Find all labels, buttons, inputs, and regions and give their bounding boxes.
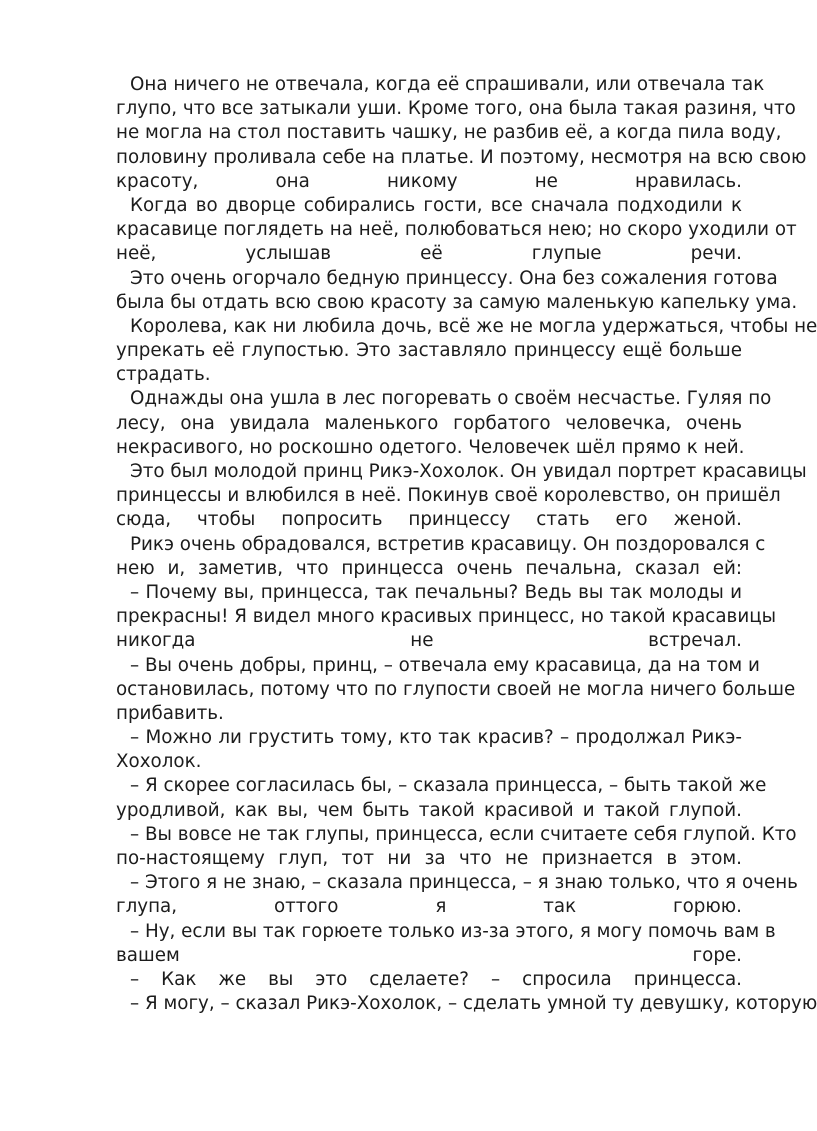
text-line: красоту, она никому не нравилась. xyxy=(116,170,742,192)
text-line: глупо, что все затыкали уши. Кроме того, она была такая разиня, что xyxy=(116,98,796,120)
text-line: половину проливала себе на платье. И поэтому, несмотря на всю свою xyxy=(116,146,807,168)
text-line: по-настоящему глуп, тот ни за что не признается в этом. xyxy=(116,848,742,869)
text-line: уродливой, как вы, чем быть такой красивой и такой глупой. xyxy=(116,799,742,821)
text-line: Когда во дворце собирались гости, все сначала подходили к xyxy=(130,194,742,216)
text-line: Она ничего не отвечала, когда её спрашивали, или отвечала так xyxy=(130,74,765,95)
text-line: Хохолок. xyxy=(116,751,202,773)
text-line: нею и, заметив, что принцесса очень печальна, сказал ей: xyxy=(116,557,742,579)
text-line: вашем горе. xyxy=(116,944,742,966)
text-line: – Я могу, – сказал Рикэ-Хохолок, – сделать умной ту девушку, которую xyxy=(130,993,817,1015)
text-line: никогда не встречал. xyxy=(116,630,742,652)
text-line: Это был молодой принц Рикэ-Хохолок. Он увидал портрет красавицы xyxy=(130,461,807,482)
text-line: – Почему вы, принцесса, так печальны? Ведь вы так молоды и xyxy=(130,581,742,603)
text-line: – Как же вы это сделаете? – спросила принцесса. xyxy=(130,968,742,990)
text-line: – Вы вовсе не так глупы, принцесса, если считаете себя глупой. Кто xyxy=(130,823,797,845)
text-line: – Этого я не знаю, – сказала принцесса, – я знаю только, что я очень xyxy=(130,872,798,894)
text-line: сюда, чтобы попросить принцессу стать его женой. xyxy=(116,509,742,531)
text-line: – Ну, если вы так горюете только из-за этого, я могу помочь вам в xyxy=(130,920,776,942)
text-line: – Вы очень добры, принц, – отвечала ему красавица, да на том и xyxy=(130,654,760,676)
text-line: прибавить. xyxy=(116,702,224,724)
text-line: была бы отдать всю свою красоту за самую маленькую капельку ума. xyxy=(116,291,798,313)
text-line: красавице поглядеть на неё, полюбоваться нею; но скоро уходили от xyxy=(116,219,797,241)
text-line: лесу, она увидала маленького горбатого человечка, очень xyxy=(116,412,742,434)
text-line: не могла на стол поставить чашку, не разбив её, а когда пила воду, xyxy=(116,122,782,144)
text-line: Рикэ очень обрадовался, встретив красавицу. Он поздоровался с xyxy=(130,533,766,555)
text-line: Это очень огорчало бедную принцессу. Она без сожаления готова xyxy=(130,267,778,289)
text-line: принцессы и влюбился в неё. Покинув своё королевство, он пришёл xyxy=(116,485,781,507)
text-line: – Можно ли грустить тому, кто так красив? – продолжал Рикэ- xyxy=(130,727,742,749)
text-line: Королева, как ни любила дочь, всё же не могла удержаться, чтобы не xyxy=(130,315,817,337)
text-line: остановилась, потому что по глупости своей не могла ничего больше xyxy=(116,678,796,700)
body-text xyxy=(116,73,817,1016)
text-line: некрасивого, но роскошно одетого. Человечек шёл прямо к ней. xyxy=(116,436,745,458)
text-line: – Я скорее согласилась бы, – сказала принцесса, – быть такой же xyxy=(130,775,767,797)
text-line: прекрасны! Я видел много красивых принцесс, но такой красавицы xyxy=(116,606,777,628)
text-line: страдать. xyxy=(116,364,211,386)
text-line: глупа, оттого я так горюю. xyxy=(116,896,742,918)
text-line: неё, услышав её глупые речи. xyxy=(116,243,742,265)
text-line: упрекать её глупостью. Это заставляло принцессу ещё больше xyxy=(116,340,742,362)
text-line: Однажды она ушла в лес погоревать о своём несчастье. Гуляя по xyxy=(130,388,772,410)
